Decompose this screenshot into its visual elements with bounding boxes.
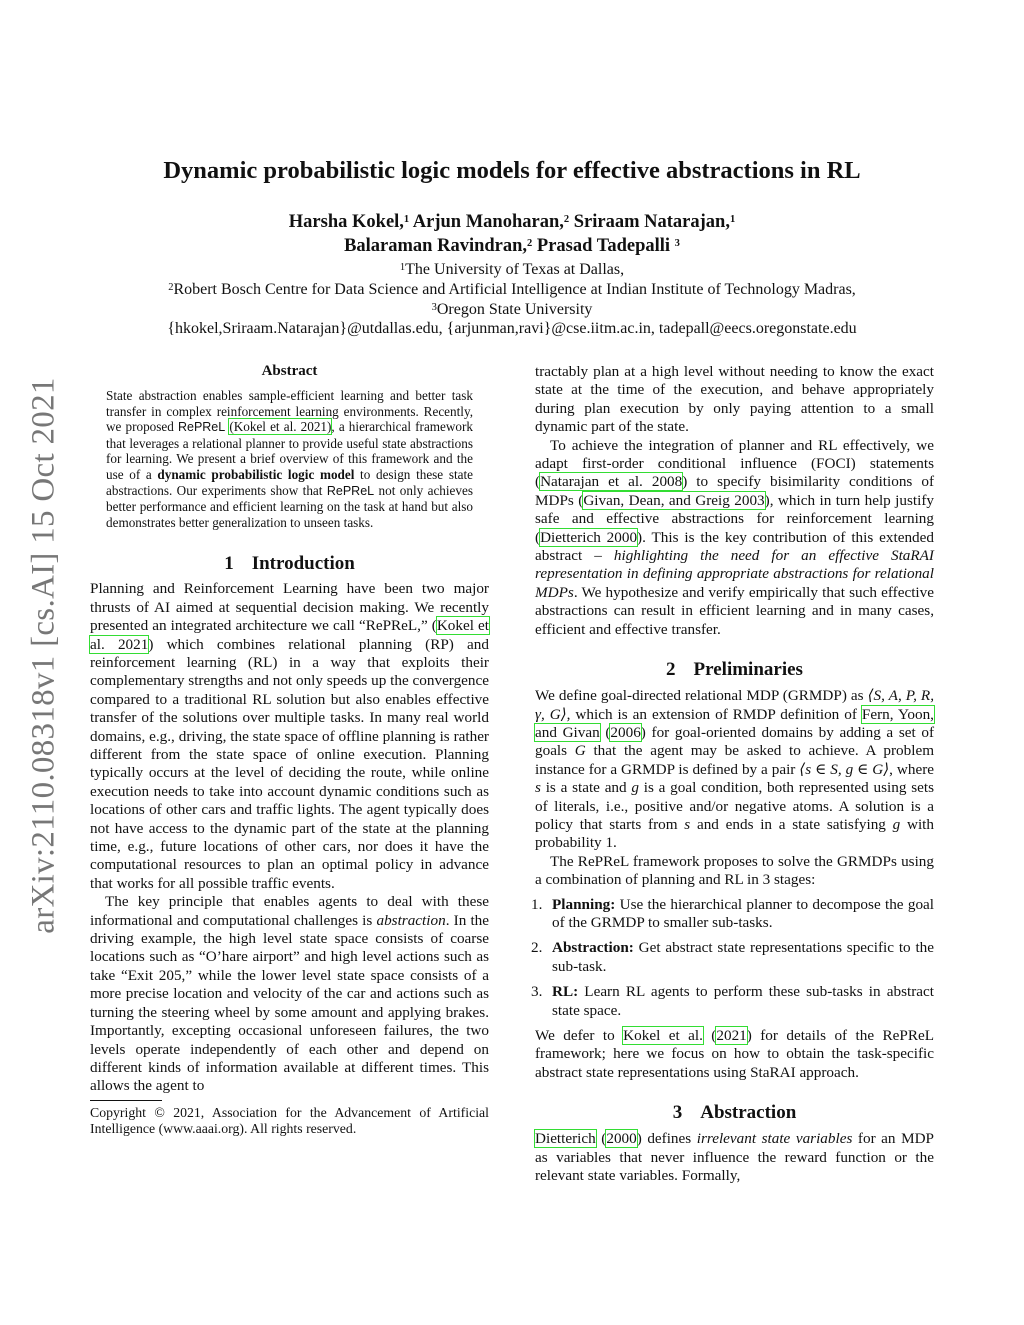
abstraction-paragraph-1: Dietterich (2000) defines irrelevant state variables for an MDP as variables that never influence the reward function or the relevant state variables. Formally, <box>535 1130 934 1185</box>
bold-term: dynamic probabilistic logic model <box>157 466 355 482</box>
left-column <box>90 363 489 1137</box>
right-paragraph-2: To achieve the integration of planner and RL effectively, we adapt first-order conditional influence (FOCI) statements (Natarajan et al. 2008) to specify bisimilarity conditions of MDPs (Givan, Dean, and Greig 2003), which in turn help justify safe and effective abstractions for reinforcement learning (Dietterich 2000). This is the key contribution of this extended abstract – highlighting the need for an effective StaRAI representation in defining appropriate abstractions for relational MDPs. We hypothesize and verify empirically that such effective abstractions can result in efficient learning and in many cases, efficient and effective transfer. <box>535 436 934 638</box>
affiliation-2: $^2$Robert Bosch Centre for Data Science and Artificial Intelligence at Indian Institute of Technology Madras, <box>168 280 856 298</box>
right-paragraph-1: tractably plan at a high level without needing to know the exact state at the time of the execution, and behave appropriately during plan execution by only paying attention to a small dynamic part of the state. <box>535 363 934 436</box>
list-item: 1. Planning: Use the hierarchical planner to decompose the goal of the GRMDP to smaller sub-tasks. <box>531 895 934 931</box>
author-emails: {hkokel,Sriraam.Natarajan}@utdallas.edu, {arjunman,ravi}@cse.iitm.ac.in, tadepall@eecs.oregonstate.edu <box>167 320 857 338</box>
author-list <box>90 210 934 258</box>
stage-list <box>531 895 934 1020</box>
intro-paragraph-1: Planning and Reinforcement Learning have been two major thrusts of AI aimed at sequential decision making. We recently presented an integrated architecture we call “RePReL,” (Kokel et al. 2021) which combines relational planning (RP) and reinforcement learning (RL) in a way that exploits their complementary strengths and not only speeds up the convergence compared to a traditional RL solution but also enables effective transfer of the solutions over multiple tasks. In many real world domains, e.g., driving, the state space of offline planning is rather different from the state space of online execution. Planning typically occurs at the level of deciding the route, while online execution needs to take into account dynamic conditions such as locations of other cars and traffic lights. The agent typically does not have access to the dynamic part of the state at the planning time, e.g., future locations of other cars, nor does it have the computational resources to plan an optimal policy in advance that works for all possible traffic events. <box>90 580 489 892</box>
citation-link[interactable]: Kokel et al. 2021 <box>90 617 489 653</box>
author-line-2 <box>90 234 934 258</box>
author-name: Prasad Tadepalli <box>532 236 675 256</box>
citation-link[interactable]: Kokel et al. <box>623 1027 703 1044</box>
arxiv-identifier: arXiv:2110.08318v1 [cs.AI] 15 Oct 2021 <box>25 376 62 934</box>
section-heading-preliminaries: 2 Preliminaries <box>666 659 803 681</box>
abstract-text: State abstraction enables sample-efficient learning and better task transfer in complex reinforcement learning environments. Recently, we proposed RePReL (Kokel et al. 2021), a hierarchical framework that leverages a relational planner to provide useful state abstractions for learning. We present a brief overview of this framework and the use of a dynamic probabilistic logic model to design these state abstractions. Our experiments show that RePReL not only achieves better performance and efficient learning on the task at hand but also demonstrates better generalization to unseen tasks. <box>106 388 474 530</box>
footnote-rule <box>90 1100 162 1101</box>
citation-year-link[interactable]: 2000 <box>606 1130 637 1148</box>
author-name: Arjun Manoharan, <box>409 212 564 232</box>
author-line-1 <box>90 210 934 234</box>
list-item: 2. Abstraction: Get abstract state representations specific to the sub-task. <box>531 939 934 975</box>
math-tuple: ⟨S, A, P, R, γ, G⟩ <box>535 687 934 723</box>
intro-paragraph-2: The key principle that enables agents to deal with these informational and computational challenges is abstraction. In the driving example, the high level state space consists of coarse locations such as “O’hare airport” and high level actions such as take “Exit 205,” while the lower level state space consists of a more precise location and velocity of the car and actions such as turning the steering wheel by some amount and applying brakes. Importantly, excepting occasional unforeseen failures, the two levels operate independently of each other and depend on different kinds of information available at different times. This allows the agent to <box>90 893 489 1095</box>
section-heading-abstraction: 3 Abstraction <box>672 1102 797 1124</box>
arxiv-sidebar <box>24 365 64 945</box>
citation-link[interactable]: Dietterich <box>535 1130 596 1148</box>
affiliations <box>90 260 934 339</box>
section-heading-introduction: 1 Introduction <box>224 553 355 575</box>
repre-name: RePReL <box>326 483 375 498</box>
author-name: Sriraam Natarajan, <box>569 212 730 232</box>
author-affil-mark: 2 <box>527 238 533 249</box>
affiliation-3: $^3$Oregon State University <box>431 300 593 318</box>
abstract-heading: Abstract <box>261 363 318 379</box>
author-affil-mark: 2 <box>563 214 570 225</box>
affiliation-1: $^1$The University of Texas at Dallas, <box>399 261 625 278</box>
citation-link[interactable]: Natarajan et al. 2008 <box>540 473 683 491</box>
copyright-footnote: Copyright © 2021, Association for the Advancement of Artificial Intelligence (www.aaai.org). All rights reserved. <box>90 1104 489 1136</box>
right-column <box>531 363 935 1185</box>
citation-year-link[interactable]: 2021 <box>716 1027 747 1044</box>
paper-title: Dynamic probabilistic logic models for effective abstractions in RL <box>163 157 861 184</box>
citation-link[interactable]: (Kokel et al. 2021) <box>229 419 332 435</box>
prelim-paragraph-3: We defer to Kokel et al. (2021) for details of the RePReL framework; here we focus on how to obtain the task-specific abstract state representations using StaRAI approach. <box>535 1027 934 1081</box>
citation-link[interactable]: Fern, Yoon, and Givan <box>535 705 934 741</box>
author-affil-mark: 3 <box>674 238 680 249</box>
citation-link[interactable]: Dietterich 2000 <box>540 528 638 546</box>
author-name: Balaraman Ravindran, <box>344 236 528 256</box>
repre-name: RePReL <box>177 420 226 435</box>
author-name: Harsha Kokel, <box>288 212 404 232</box>
math-pair: ⟨s ∈ S, g ∈ G⟩ <box>799 760 890 778</box>
prelim-paragraph-1: We define goal-directed relational MDP (GRMDP) as ⟨S, A, P, R, γ, G⟩, which is an extension of RMDP definition of Fern, Yoon, and Givan (2006) for goal-oriented domains by adding a set of goals G that the agent may be asked to achieve. A problem instance for a GRMDP is defined by a pair ⟨s ∈ S, g ∈ G⟩, where s is a state and g is a goal condition, both represented using sets of literals, i.e., positive and/or negative atoms. A solution is a policy that starts from s and ends in a state satisfying g with probability 1. <box>535 687 935 852</box>
prelim-paragraph-2: The RePReL framework proposes to solve the GRMDPs using a combination of planning and RL in 3 stages: <box>535 852 934 889</box>
citation-link[interactable]: Givan, Dean, and Greig 2003 <box>583 491 765 509</box>
citation-year-link[interactable]: 2006 <box>610 723 641 741</box>
list-item: 3. RL: Learn RL agents to perform these sub-tasks in abstract state space. <box>531 983 934 1019</box>
author-affil-mark: 1 <box>403 214 410 225</box>
author-affil-mark: 1 <box>729 214 736 225</box>
